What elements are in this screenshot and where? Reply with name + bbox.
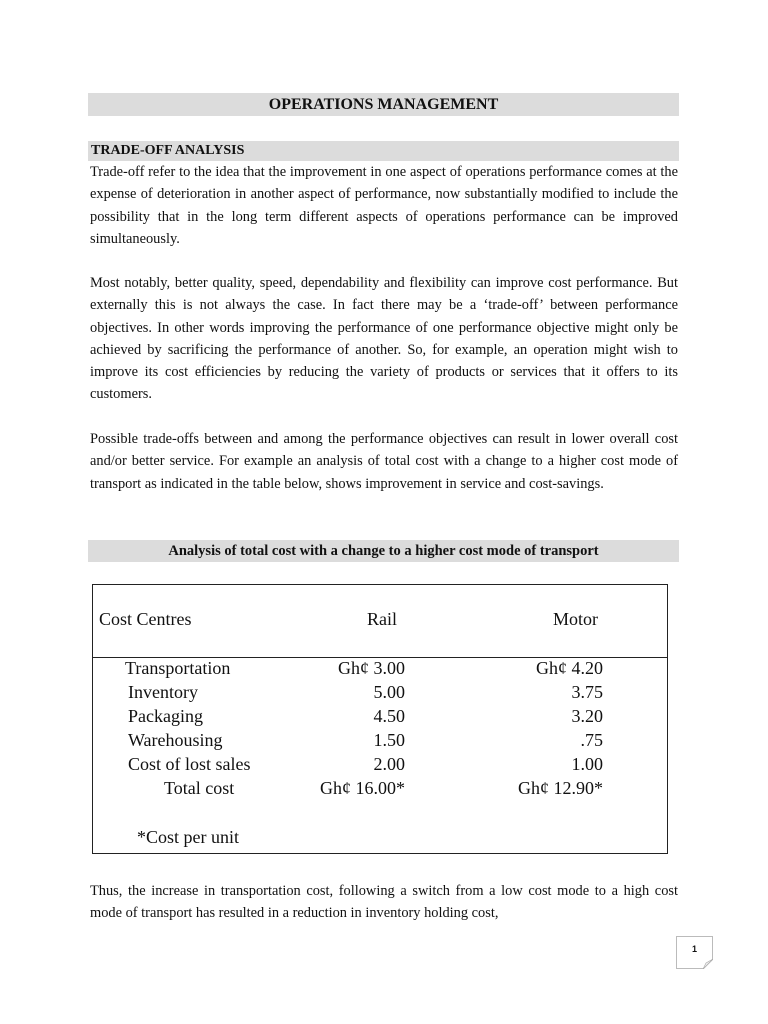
paragraph-possible-trade-offs: Possible trade-offs between and among the performance objectives can result in lower overall cost and/or better service. For example an analysis of total cost with a change to a higher cost mode of transport as indicated in the table below, shows improvement in service and cost-savings. [90, 431, 678, 492]
rail-value: 4.50 [373, 706, 405, 726]
row-label: Inventory [128, 682, 198, 702]
paragraph-trade-off-definition: Trade-off refer to the idea that the improvement in one aspect of operations performance comes at the expense of deterioration in another aspect of performance, now substantially modified to include the possibility that in the long term different aspects of operations performance can be improved simultaneously. [90, 164, 678, 247]
header-rail: Rail [367, 609, 397, 629]
motor-value: .75 [580, 730, 603, 750]
row-label: Transportation [125, 658, 231, 678]
table-row [93, 754, 667, 778]
table-row [93, 706, 667, 730]
motor-value: Gh¢ 4.20 [536, 658, 603, 678]
row-label: Total cost [164, 778, 235, 798]
motor-value: 3.75 [571, 682, 603, 702]
table-header-row [93, 585, 667, 658]
rail-value: Gh¢ 3.00 [338, 658, 405, 678]
row-label: Cost of lost sales [128, 754, 251, 774]
motor-total: Gh¢ 12.90* [518, 778, 603, 798]
table-row [93, 730, 667, 754]
section-heading: TRADE-OFF ANALYSIS [88, 141, 679, 161]
rail-total: Gh¢ 16.00* [320, 778, 405, 798]
rail-value: 1.50 [373, 730, 405, 750]
table-row-total [93, 778, 667, 802]
table-caption: Analysis of total cost with a change to a higher cost mode of transport [88, 540, 679, 562]
page-curl-icon [703, 959, 713, 969]
paragraph-conclusion: Thus, the increase in transportation cost, following a switch from a low cost mode to a high cost mode of transport has resulted in a reduction in inventory holding cost, [90, 883, 678, 922]
header-cost-centres: Cost Centres [99, 609, 192, 629]
cost-table [92, 584, 668, 854]
table-row [93, 682, 667, 706]
rail-value: 2.00 [373, 754, 405, 774]
motor-value: 1.00 [571, 754, 603, 774]
paragraph-cost-performance: Most notably, better quality, speed, dependability and flexibility can improve cost performance. But externally this is not always the case. In fact there may be a ‘trade-off’ between performance objectives. In other words improving the performance of one performance objective might only be achieved by sacrificing the performance of another. So, for example, an operation might wish to improve its cost efficiencies by reducing the variety of products or services that it offers to its customers. [90, 275, 678, 403]
page-number-text: 1 [691, 944, 697, 954]
table-row [93, 658, 667, 682]
row-label: Packaging [128, 706, 203, 726]
page-number [676, 936, 713, 969]
table-footnote: *Cost per unit [137, 827, 239, 847]
page-title: OPERATIONS MANAGEMENT [88, 93, 679, 116]
motor-value: 3.20 [571, 706, 603, 726]
header-motor: Motor [553, 609, 598, 629]
rail-value: 5.00 [373, 682, 405, 702]
row-label: Warehousing [128, 730, 223, 750]
